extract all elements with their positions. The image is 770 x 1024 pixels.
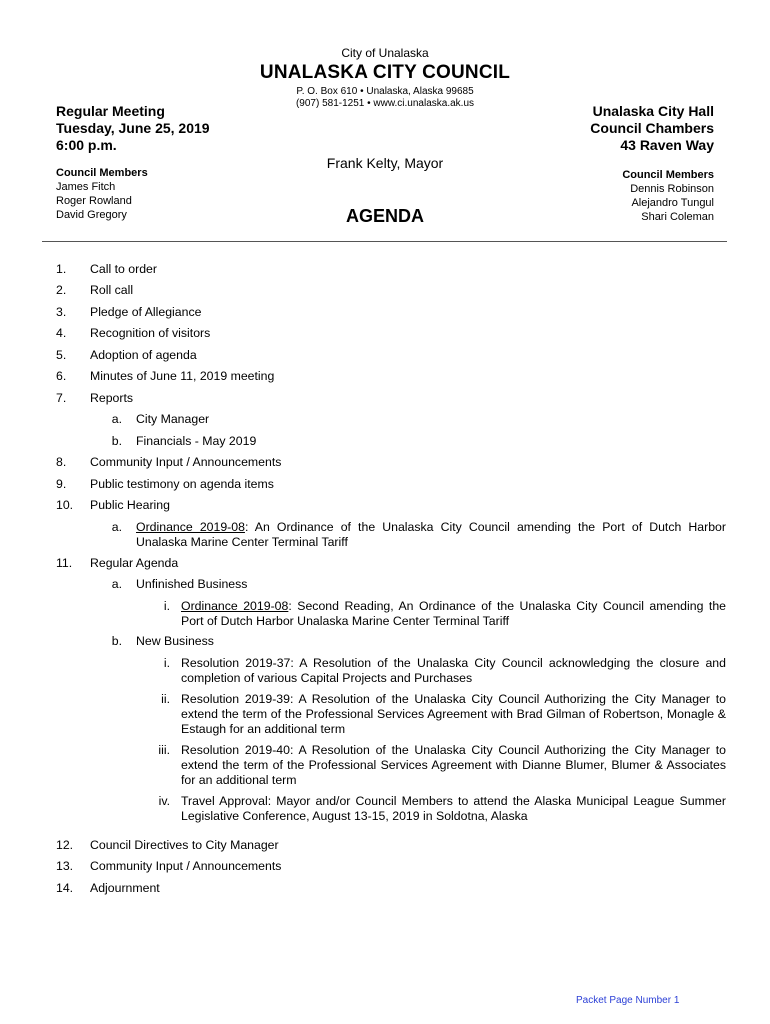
council-member: Alejandro Tungul	[631, 197, 714, 209]
agenda-subitem	[56, 520, 726, 550]
agenda-item	[56, 326, 726, 340]
item-text: Unfinished Business	[136, 577, 248, 591]
agenda-item	[56, 455, 726, 469]
item-number: i.	[163, 599, 170, 613]
agenda-item	[56, 498, 726, 512]
agenda-item	[56, 283, 726, 297]
contact-info: (907) 581-1251 • www.ci.unalaska.ak.us	[295, 98, 475, 109]
item-number: 5.	[56, 348, 67, 362]
header-divider	[42, 241, 727, 242]
agenda-subsubitem	[56, 794, 726, 824]
item-text: Community Input / Announcements	[90, 455, 282, 469]
agenda-item	[56, 369, 726, 383]
item-text: Travel Approval: Mayor and/or Council Members to attend the Alaska Municipal League Summer Legislative Conference, August 13-15, 2019 in Soldotna, Alaska	[181, 794, 726, 823]
location-info	[590, 103, 714, 154]
item-number: iv.	[158, 794, 170, 808]
item-text: New Business	[136, 634, 214, 648]
item-text: Public testimony on agenda items	[90, 477, 274, 491]
item-text: Regular Agenda	[90, 556, 179, 570]
item-number: 6.	[56, 369, 67, 383]
item-text: Resolution 2019-39: A Resolution of the Unalaska City Council Authorizing the City Manager to extend the term of the Professional Services Agreement with Brad Gilman of Robertson, Monagle & Estaugh for an additional term	[181, 692, 726, 736]
item-number: 7.	[56, 391, 67, 405]
agenda-item	[56, 881, 726, 895]
packet-page-number: Packet Page Number 1	[576, 995, 680, 1006]
council-title: UNALASKA CITY COUNCIL	[259, 62, 511, 83]
city-name: City of Unalaska	[341, 46, 429, 60]
agenda-subitem	[56, 577, 726, 591]
council-member: David Gregory	[56, 209, 127, 221]
mayor-name: Frank Kelty, Mayor	[326, 155, 444, 171]
item-text: Financials - May 2019	[136, 434, 257, 448]
item-text: Recognition of visitors	[90, 326, 211, 340]
item-number: b.	[111, 634, 122, 648]
location-building: Unalaska City Hall	[592, 103, 714, 119]
agenda-item	[56, 348, 726, 362]
item-number: 8.	[56, 455, 67, 469]
agenda-title: AGENDA	[345, 206, 424, 226]
council-member: Dennis Robinson	[630, 183, 714, 195]
mailing-address: P. O. Box 610 • Unalaska, Alaska 99685	[296, 86, 474, 97]
item-number: 11.	[56, 556, 73, 570]
meeting-time: 6:00 p.m.	[56, 137, 117, 153]
item-number: a.	[111, 520, 122, 534]
location-room: Council Chambers	[590, 120, 714, 136]
agenda-subsubitem	[56, 656, 726, 686]
agenda-item	[56, 477, 726, 491]
item-text: Adjournment	[90, 881, 160, 895]
item-text: Roll call	[90, 283, 134, 297]
council-members-heading-right: Council Members	[622, 169, 714, 181]
agenda-item	[56, 391, 726, 405]
council-member: Roger Rowland	[56, 195, 132, 207]
agenda-item	[56, 838, 726, 852]
item-number: 4.	[56, 326, 67, 340]
item-number: 12.	[56, 838, 74, 852]
agenda-subitem	[56, 434, 726, 448]
meeting-type: Regular Meeting	[56, 103, 165, 119]
item-text: Council Directives to City Manager	[90, 838, 279, 852]
item-number: a.	[111, 412, 122, 426]
item-number: ii.	[161, 692, 170, 706]
item-description: : Second Reading, An Ordinance of the Unalaska City Council amending the Port of Dutch Harbor Unalaska Marine Center Terminal Tariff	[181, 599, 727, 628]
item-text: Call to order	[90, 262, 157, 276]
item-text: Pledge of Allegiance	[90, 305, 202, 319]
agenda-item	[56, 556, 726, 570]
meeting-date: Tuesday, June 25, 2019	[56, 120, 210, 136]
item-number: 2.	[56, 283, 67, 297]
item-number: iii.	[158, 743, 170, 757]
item-number: 13.	[56, 859, 74, 873]
item-text: Minutes of June 11, 2019 meeting	[90, 369, 275, 383]
item-text: Reports	[90, 391, 134, 405]
council-member: James Fitch	[56, 181, 116, 193]
agenda-item	[56, 859, 726, 873]
agenda-subitem	[56, 412, 726, 426]
item-description: : An Ordinance of the Unalaska City Council amending the Port of Dutch Harbor Unalaska Marine Center Terminal Tariff	[136, 520, 726, 549]
agenda-item	[56, 305, 726, 319]
council-members-right	[622, 168, 714, 224]
item-text: Resolution 2019-37: A Resolution of the Unalaska City Council acknowledging the closure and completion of various Capital Projects and Purchases	[181, 656, 726, 685]
item-text: Public Hearing	[90, 498, 170, 512]
agenda-subsubitem	[56, 599, 726, 629]
location-street: 43 Raven Way	[620, 137, 714, 153]
item-number: 14.	[56, 881, 74, 895]
item-number: 3.	[56, 305, 67, 319]
item-number: i.	[163, 656, 170, 670]
item-text: City Manager	[136, 412, 210, 426]
agenda-subsubitem	[56, 692, 726, 737]
agenda-subsubitem	[56, 743, 726, 788]
item-text	[136, 520, 726, 550]
item-number: 1.	[56, 262, 67, 276]
item-number: b.	[111, 434, 122, 448]
item-text: Community Input / Announcements	[90, 859, 282, 873]
item-number: a.	[111, 577, 122, 591]
item-text: Resolution 2019-40: A Resolution of the Unalaska City Council Authorizing the City Manager to extend the term of the Professional Services Agreement with Dianne Blumer, Blumer & Associates for an additional term	[181, 743, 726, 787]
council-member: Shari Coleman	[641, 211, 714, 223]
agenda-item	[56, 262, 726, 276]
item-text: Adoption of agenda	[90, 348, 197, 362]
meeting-info	[56, 103, 210, 222]
ordinance-link[interactable]: Ordinance 2019-08	[136, 520, 245, 534]
ordinance-link[interactable]: Ordinance 2019-08	[181, 599, 289, 613]
item-number: 10.	[56, 498, 74, 512]
item-text	[181, 599, 726, 629]
agenda-subitem	[56, 634, 726, 648]
item-number: 9.	[56, 477, 67, 491]
council-members-heading-left: Council Members	[56, 167, 148, 179]
